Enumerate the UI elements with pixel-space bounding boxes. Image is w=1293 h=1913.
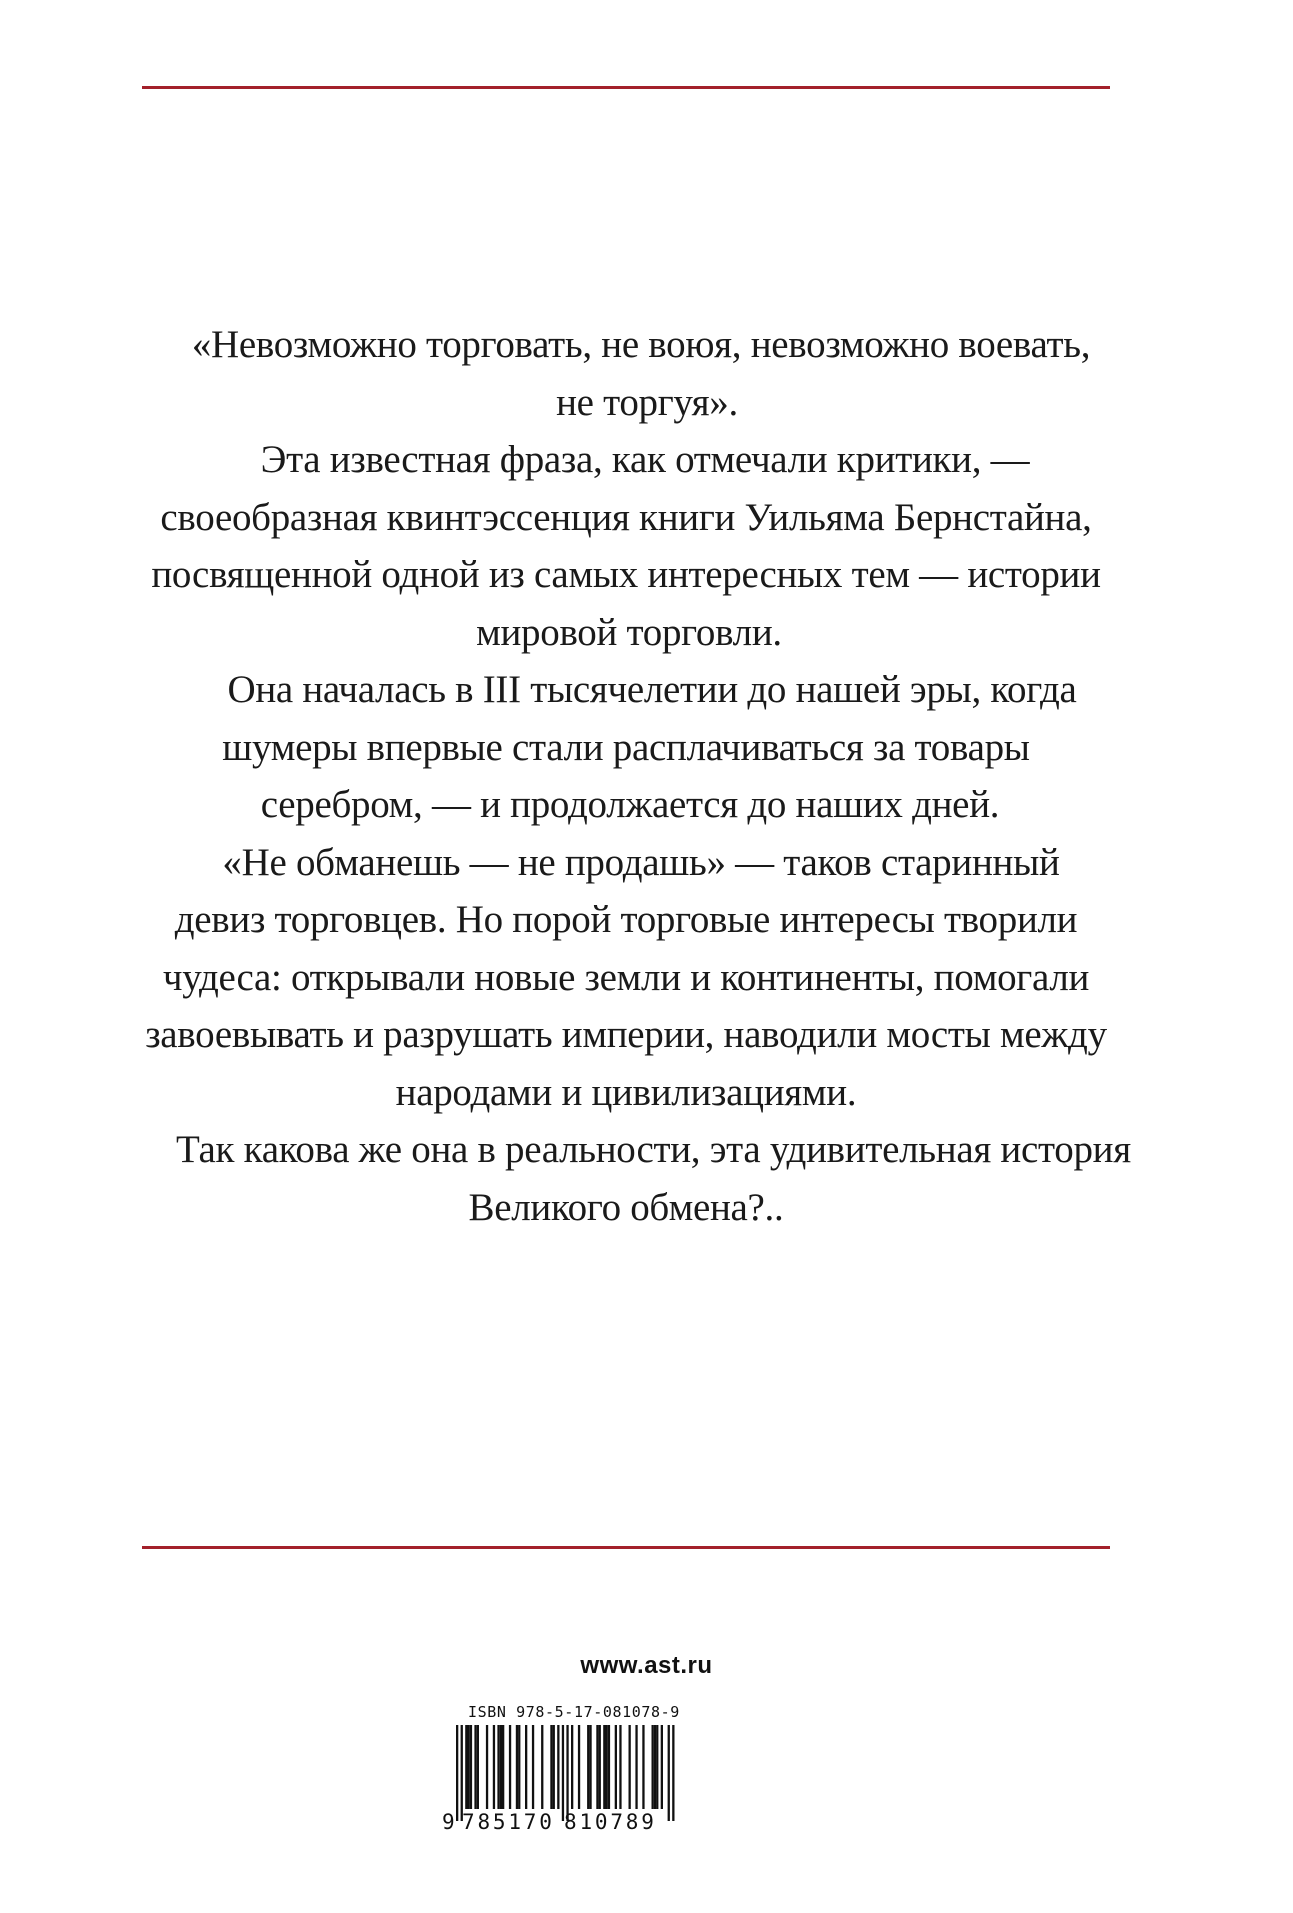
barcode-bar — [525, 1725, 527, 1809]
barcode-bar — [656, 1725, 658, 1809]
barcode-bar — [502, 1725, 504, 1809]
barcode-bar — [603, 1725, 605, 1809]
ean-first-digit: 9 — [442, 1810, 455, 1834]
barcode-guard-bar — [668, 1725, 670, 1821]
blurb-line: завоевывать и разрушать империи, наводили мосты между — [145, 1013, 1107, 1056]
blurb-line: серебром, — и продолжается до наших дней. — [260, 783, 1000, 826]
blurb-line: Так какова же она в реальности, эта удивительная история — [176, 1128, 1131, 1171]
barcode-bar — [500, 1725, 502, 1809]
book-blurb — [142, 316, 1131, 1236]
barcode-bar — [518, 1725, 520, 1809]
barcode-guard-bar — [566, 1725, 568, 1821]
blurb-line: шумеры впервые стали расплачиваться за товары — [222, 725, 1030, 769]
blurb-line: чудеса: открывали новые земли и континенты, помогали — [162, 955, 1090, 999]
isbn-barcode — [440, 1703, 690, 1853]
blurb-line: Эта известная фраза, как отмечали критики, — — [260, 438, 1030, 481]
blurb-line: девиз торговцев. Но порой торговые интересы творили — [174, 898, 1078, 941]
ean-left-group: 785170 — [462, 1810, 555, 1834]
barcode-bar — [589, 1725, 591, 1809]
blurb-line: народами и цивилизациями. — [395, 1070, 857, 1114]
barcode-bar — [474, 1725, 476, 1809]
blurb-line: Великого обмена?.. — [468, 1185, 784, 1229]
barcode-bar — [654, 1725, 656, 1809]
barcode-bar — [541, 1725, 543, 1809]
barcode-guard-bar — [461, 1725, 463, 1821]
barcode-bar — [661, 1725, 663, 1809]
bottom-divider-rule — [142, 1546, 1110, 1549]
barcode-bar — [599, 1725, 601, 1809]
barcode-bar — [608, 1725, 610, 1809]
blurb-line: своеобразная квинтэссенция книги Уильяма Бернстайна, — [160, 495, 1092, 539]
barcode-bar — [629, 1725, 631, 1809]
barcode-bar — [509, 1725, 511, 1809]
barcode-bar — [571, 1725, 573, 1809]
barcode-bar — [642, 1725, 644, 1809]
barcode-bar — [532, 1725, 534, 1809]
barcode-bar — [596, 1725, 598, 1809]
barcode-bar — [606, 1725, 608, 1809]
barcode-bar — [635, 1725, 637, 1809]
blurb-line: «Не обманешь — не продашь» — таков старинный — [222, 840, 1060, 884]
blurb-line: «Невозможно торговать, не воюя, невозможно воевать, — [191, 323, 1091, 366]
publisher-website[interactable]: www.ast.ru — [580, 1652, 713, 1679]
top-divider-rule — [142, 86, 1110, 89]
barcode-bar — [578, 1725, 580, 1809]
barcode-guard-bar — [562, 1725, 564, 1821]
barcode-guard-bar — [672, 1725, 674, 1821]
barcode-bar — [493, 1725, 495, 1809]
barcode-bar — [486, 1725, 488, 1809]
barcode-bar — [553, 1725, 555, 1809]
barcode-bar — [550, 1725, 552, 1809]
barcode-bar — [557, 1725, 559, 1809]
barcode-bar — [652, 1725, 654, 1809]
barcode-bar — [587, 1725, 589, 1809]
barcode-bar — [516, 1725, 518, 1809]
barcode-bar — [619, 1725, 621, 1809]
blurb-line: Она началась в III тысячелетии до нашей эры, когда — [227, 668, 1077, 711]
barcode-bar — [615, 1725, 617, 1809]
barcode-bar — [465, 1725, 467, 1809]
barcode-bar — [497, 1725, 499, 1809]
barcode-bar — [468, 1725, 470, 1809]
barcode-guard-bar — [456, 1725, 458, 1821]
barcode-bar — [477, 1725, 479, 1809]
blurb-line: мировой торговли. — [476, 610, 782, 654]
isbn-label: ISBN 978-5-17-081078-9 — [468, 1703, 680, 1721]
blurb-line: не торгуя». — [556, 380, 738, 424]
blurb-line: посвященной одной из самых интересных тем — истории — [151, 553, 1101, 596]
barcode-bar — [470, 1725, 472, 1809]
ean-right-group: 810789 — [564, 1810, 657, 1834]
